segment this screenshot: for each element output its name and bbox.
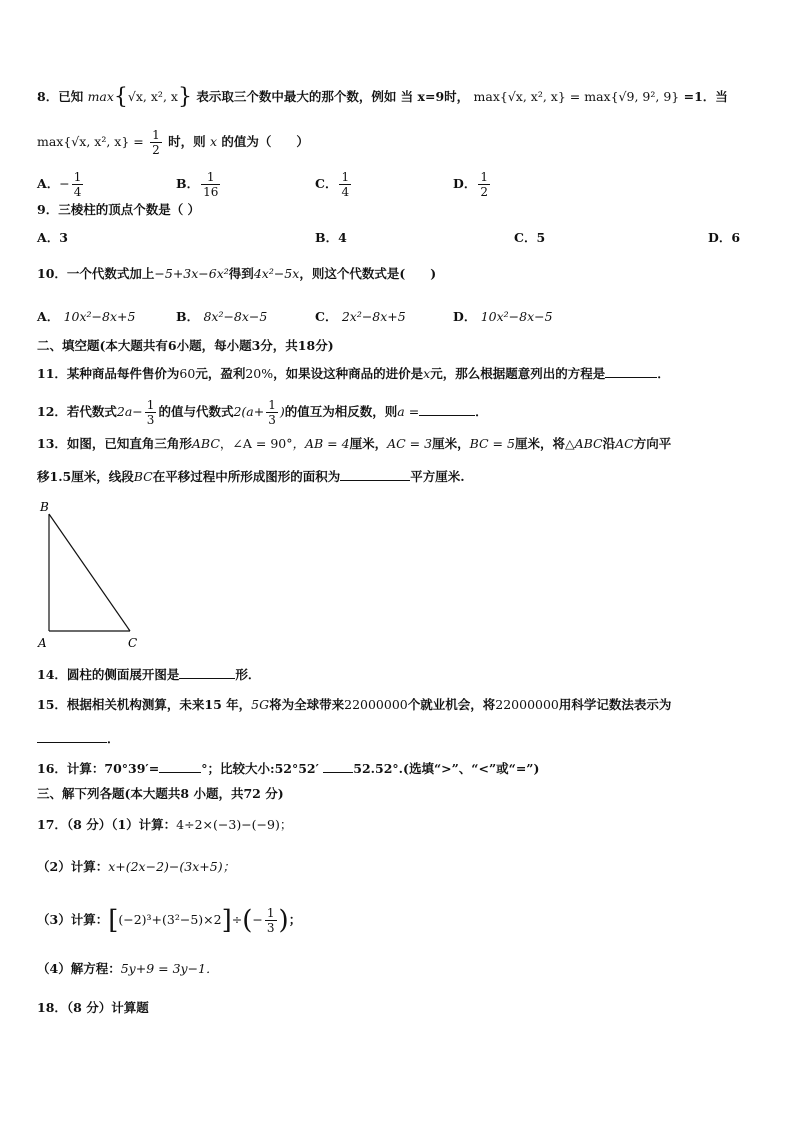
q12-expr3: a = bbox=[397, 404, 420, 419]
vertex-label-a: A bbox=[38, 636, 47, 650]
q10-option-d bbox=[453, 307, 553, 327]
q10-stem bbox=[37, 264, 436, 284]
q15-5g: 5G bbox=[251, 697, 270, 712]
q8-fraction bbox=[150, 128, 162, 157]
q17-p1-expr: 4÷2×(−3)−(−9)； bbox=[176, 817, 293, 832]
answer-blank bbox=[159, 758, 201, 773]
q8-example-cond: x=9 bbox=[417, 89, 445, 104]
q9-option-b: B．4 bbox=[315, 230, 347, 245]
frac-num: 1 bbox=[201, 170, 220, 185]
option-expr: 2x²−8x+5 bbox=[341, 309, 406, 324]
q16 bbox=[37, 758, 539, 779]
q14 bbox=[37, 664, 260, 685]
q10-option-a bbox=[37, 307, 135, 327]
option-label: A． bbox=[37, 309, 60, 324]
section-2-heading: 二、填空题(本大题共有6小题，每小题3分，共18分) bbox=[37, 338, 334, 353]
q12-a: 12．若代数式 bbox=[37, 404, 117, 419]
q15-line2 bbox=[37, 728, 120, 749]
q8-option-b bbox=[176, 170, 222, 199]
q12-expr2b: ) bbox=[279, 404, 285, 419]
answer-blank bbox=[340, 466, 410, 481]
q13-bc: BC = 5 bbox=[469, 436, 515, 451]
frac-num: 1 bbox=[268, 398, 276, 412]
q11 bbox=[37, 363, 670, 384]
frac-den: 3 bbox=[268, 413, 276, 427]
frac-den: 3 bbox=[146, 413, 155, 427]
side-bc bbox=[49, 514, 130, 631]
q15-b: 将为全球带来 bbox=[269, 697, 345, 712]
q17-p3-label: （3）计算： bbox=[37, 912, 109, 927]
option-expr: 10x²−8x+5 bbox=[63, 309, 136, 324]
q12-d: ． bbox=[475, 404, 488, 419]
option-label: C． bbox=[315, 309, 338, 324]
frac-num: 1 bbox=[341, 170, 350, 184]
q8-line2-expr: max{√x, x², x} = bbox=[37, 134, 144, 149]
q13-u2: 厘米， bbox=[432, 436, 470, 451]
q8-example-result: =1．当 bbox=[683, 89, 728, 104]
q11-e: ． bbox=[657, 366, 670, 381]
option-label: A． bbox=[37, 176, 60, 191]
answer-blank bbox=[323, 758, 353, 773]
q13-tri: ABC bbox=[191, 436, 220, 451]
q10-expr1: −5+3x−6x² bbox=[154, 266, 229, 281]
option-label: B． bbox=[176, 176, 200, 191]
section-3-heading: 三、解下列各题(本大题共8 小题，共72 分) bbox=[37, 786, 284, 801]
q13-line2 bbox=[37, 466, 465, 487]
answer-blank bbox=[605, 363, 657, 378]
option-fraction bbox=[478, 170, 490, 199]
q8-option-c bbox=[315, 170, 353, 199]
q10-a: 10．一个代数式加上 bbox=[37, 266, 155, 281]
q13-line2b: 在平移过程中所形成图形的面积为 bbox=[152, 469, 341, 484]
q15-a: 15．根据相关机构测算，未来15 年， bbox=[37, 697, 252, 712]
q8-example-expr: max{√x, x², x} = max{√9, 9², 9} bbox=[473, 89, 680, 104]
q17-part3: （3）计算：[(−2)³+(3²−5)×2]÷(− $\frac{1}{3}$ )； bbox=[37, 905, 302, 936]
q8-suffix: 时，则 bbox=[168, 134, 206, 149]
q15-n1: 22000000 bbox=[344, 697, 408, 712]
q9-option-c: C．5 bbox=[514, 230, 546, 245]
q8-mid: 表示取三个数中最大的那个数，例如 当 bbox=[196, 89, 414, 104]
frac-num: 1 bbox=[73, 170, 82, 184]
q10-c: ，则这个代数式是( ) bbox=[299, 266, 437, 281]
option-expr: 10x²−8x−5 bbox=[480, 309, 553, 324]
q8-end: 的值为（ ） bbox=[221, 134, 309, 149]
frac-den: 2 bbox=[152, 143, 160, 157]
q18-stem: 18．（8 分）计算题 bbox=[37, 1000, 149, 1015]
q17-part4 bbox=[37, 959, 219, 979]
answer-blank bbox=[179, 664, 235, 679]
q13-bcv: BC bbox=[133, 469, 153, 484]
q12-fraction-1 bbox=[145, 398, 157, 427]
q17-p2-label: （2）计算： bbox=[37, 859, 109, 874]
q17-p3-fraction bbox=[265, 906, 277, 935]
answer-blank bbox=[37, 728, 107, 743]
q17-part1 bbox=[37, 815, 292, 835]
q14-a: 14．圆柱的侧面展开图是 bbox=[37, 667, 180, 682]
q8-line1: 8．已知 max{√x, x², x} 表示取三个数中最大的那个数，例如 当 x=9时， max{√x, x², x} = max{√9, 9², 9} =1．当 bbox=[37, 84, 728, 110]
option-sign: − bbox=[59, 176, 70, 191]
q8-prefix: 8．已知 bbox=[37, 89, 84, 104]
q13-angle: ，∠A = 90° bbox=[219, 436, 293, 451]
frac-den: 3 bbox=[266, 921, 275, 935]
q11-c: ，如果设这种商品的进价是 bbox=[273, 366, 424, 381]
q13-along: 沿 bbox=[602, 436, 616, 451]
q15-end: ． bbox=[107, 731, 120, 746]
frac-den: 16 bbox=[203, 185, 219, 199]
q12-b: 的值与代数式 bbox=[158, 404, 234, 419]
q15-d: 用科学记数法表示为 bbox=[558, 697, 672, 712]
triangle-figure bbox=[36, 500, 146, 650]
q12-expr1: 2a− bbox=[116, 404, 143, 419]
q8-var: x bbox=[209, 134, 218, 149]
option-label: D． bbox=[453, 176, 477, 191]
q12-expr2a: 2(a+ bbox=[233, 404, 265, 419]
q11-price: 60 bbox=[179, 366, 196, 381]
frac-num: 1 bbox=[266, 906, 275, 920]
q16-a: 16．计算：70°39′= bbox=[37, 761, 160, 776]
q8-option-d bbox=[453, 170, 492, 199]
q11-pct: 20% bbox=[245, 366, 274, 381]
option-label: D． bbox=[453, 309, 477, 324]
q13-line1 bbox=[37, 434, 671, 454]
q12-fraction-2 bbox=[266, 398, 278, 427]
frac-den: 4 bbox=[73, 185, 82, 199]
option-expr: 8x²−8x−5 bbox=[203, 309, 268, 324]
vertex-label-c: C bbox=[128, 636, 138, 650]
option-fraction bbox=[201, 170, 220, 199]
q13-ac: AC = 3 bbox=[387, 436, 433, 451]
frac-num: 1 bbox=[152, 128, 160, 142]
q11-var: x bbox=[423, 366, 431, 381]
q13-u3: 厘米，将 bbox=[514, 436, 565, 451]
q9-option-d: D．6 bbox=[708, 230, 741, 245]
frac-den: 4 bbox=[341, 185, 350, 199]
option-fraction bbox=[339, 170, 351, 199]
q11-a: 11．某种商品每件售价为 bbox=[37, 366, 180, 381]
q16-c: 52.52°.(选填“>”、“<”或“=”) bbox=[353, 761, 540, 776]
q13-acv: AC bbox=[615, 436, 634, 451]
q15-n2: 22000000 bbox=[495, 697, 559, 712]
q17-p3-expr: (−2)³+(3²−5)×2 bbox=[118, 912, 222, 927]
option-fraction bbox=[72, 170, 84, 199]
q17-p3-div: ÷ bbox=[231, 912, 243, 927]
q15-c: 个就业机会，将 bbox=[407, 697, 496, 712]
q10-option-b bbox=[176, 307, 267, 327]
q10-b: 得到 bbox=[228, 266, 254, 281]
q11-b: 元，盈利 bbox=[195, 366, 246, 381]
q17-part2 bbox=[37, 857, 235, 877]
q17-p4-label: （4）解方程： bbox=[37, 961, 121, 976]
answer-blank bbox=[419, 401, 475, 416]
option-label: B． bbox=[176, 309, 200, 324]
q15-line1 bbox=[37, 695, 671, 715]
q17-p2-expr: x+(2x−2)−(3x+5)； bbox=[108, 859, 236, 874]
q8-when: 时， bbox=[444, 89, 470, 104]
q9-option-a: A．3 bbox=[37, 230, 68, 245]
q16-b: °；比较大小:52°52′ bbox=[201, 761, 319, 776]
q9-stem: 9．三棱柱的顶点个数是（ ） bbox=[37, 202, 201, 217]
q13-dir: 方向平 bbox=[633, 436, 672, 451]
q10-option-c bbox=[315, 307, 406, 327]
q13-tri2: △ABC bbox=[564, 436, 603, 451]
q8-line2 bbox=[37, 128, 309, 157]
q10-expr2: 4x²−5x bbox=[253, 266, 300, 281]
q12 bbox=[37, 398, 488, 427]
frac-num: 1 bbox=[146, 398, 155, 412]
q13-line2a: 移1.5厘米，线段 bbox=[37, 469, 134, 484]
q17-p1-label: 17．（8 分）（1）计算： bbox=[37, 817, 177, 832]
q17-p3-end: ； bbox=[288, 912, 302, 927]
option-label: C． bbox=[315, 176, 338, 191]
q12-c: 的值互为相反数，则 bbox=[284, 404, 398, 419]
q13-intro: 13．如图，已知直角三角形 bbox=[37, 436, 192, 451]
q17-p4-expr: 5y+9 = 3y−1． bbox=[120, 961, 219, 976]
q8-args: √x, x², x bbox=[127, 89, 178, 104]
vertex-label-b: B bbox=[40, 500, 49, 514]
q11-d: 元，那么根据题意列出的方程是 bbox=[430, 366, 606, 381]
frac-den: 2 bbox=[480, 185, 488, 199]
max-label: max bbox=[87, 89, 114, 104]
q13-u1: 厘米， bbox=[349, 436, 388, 451]
q13-line2c: 平方厘米. bbox=[410, 469, 465, 484]
q13-ab: ，AB = 4 bbox=[292, 436, 350, 451]
q14-b: 形． bbox=[235, 667, 261, 682]
frac-num: 1 bbox=[480, 170, 488, 184]
q8-option-a bbox=[37, 170, 85, 199]
